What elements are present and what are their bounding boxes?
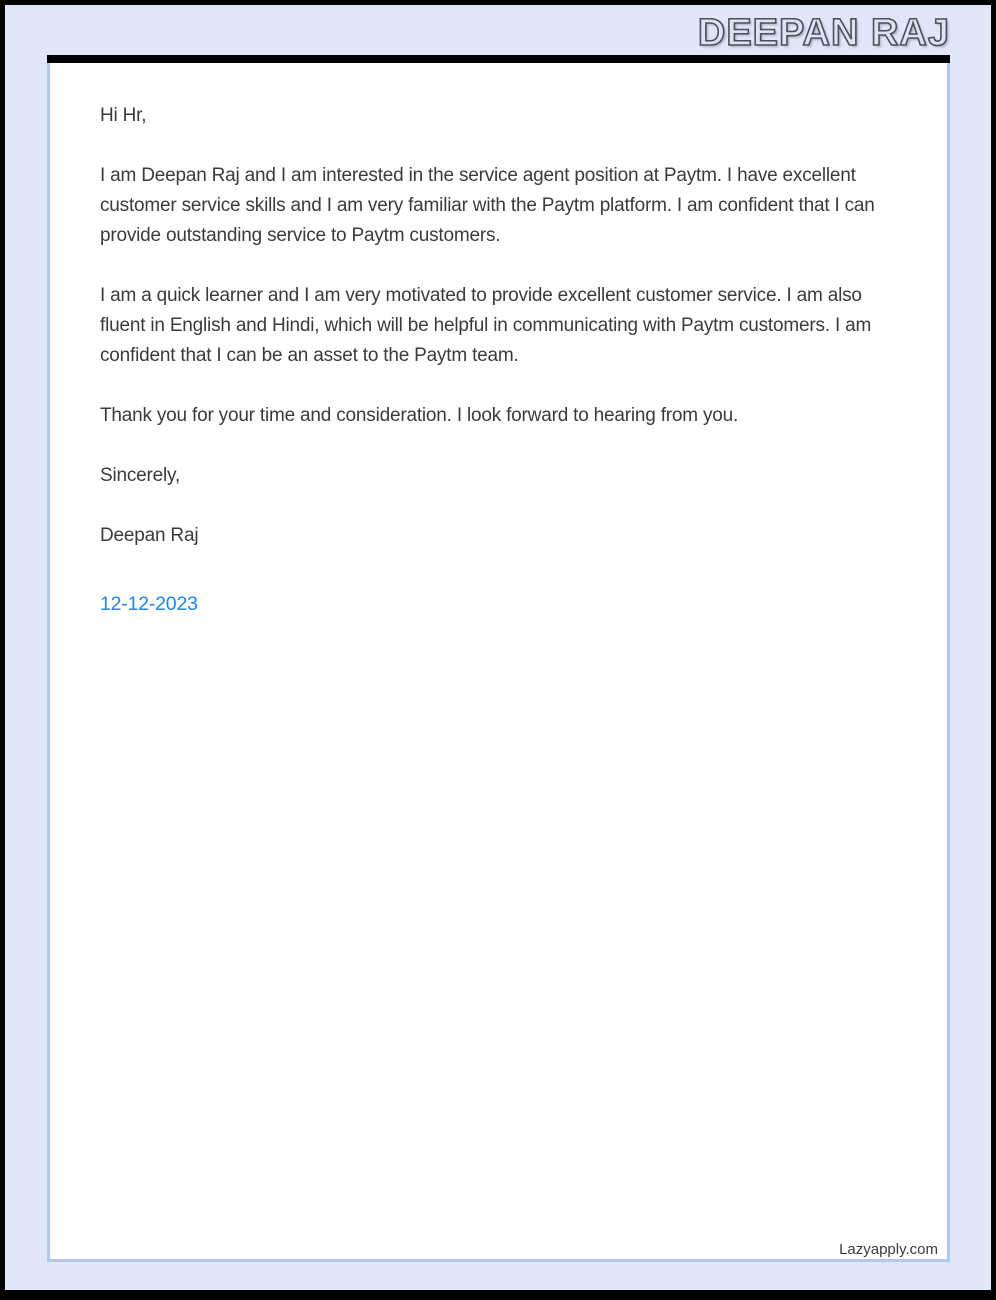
letter-sheet [47, 63, 950, 1262]
date-link[interactable]: 12-12-2023 [100, 593, 198, 615]
closing: Sincerely, [100, 465, 181, 486]
body-paragraph: Thank you for your time and consideration. I look forward to hearing from you. [100, 405, 739, 426]
header-divider [47, 55, 950, 63]
letterhead-name: DEEPAN RAJ [697, 12, 950, 54]
body-paragraph: I am Deepan Raj and I am interested in the service agent position at Paytm. I have excellent customer service skills and I am very familiar with the Paytm platform. I am confident that I can provide outstanding service to Paytm customers. [100, 165, 875, 246]
body-paragraph: I am a quick learner and I am very motivated to provide excellent customer service. I am also fluent in English and Hindi, which will be helpful in communicating with Paytm customers. I am confident that I can be an asset to the Paytm team. [100, 285, 872, 366]
greeting: Hi Hr, [100, 105, 147, 126]
signature-name: Deepan Raj [100, 525, 199, 546]
letterhead [47, 5, 950, 55]
watermark-link[interactable]: Lazyapply.com [839, 1241, 938, 1258]
